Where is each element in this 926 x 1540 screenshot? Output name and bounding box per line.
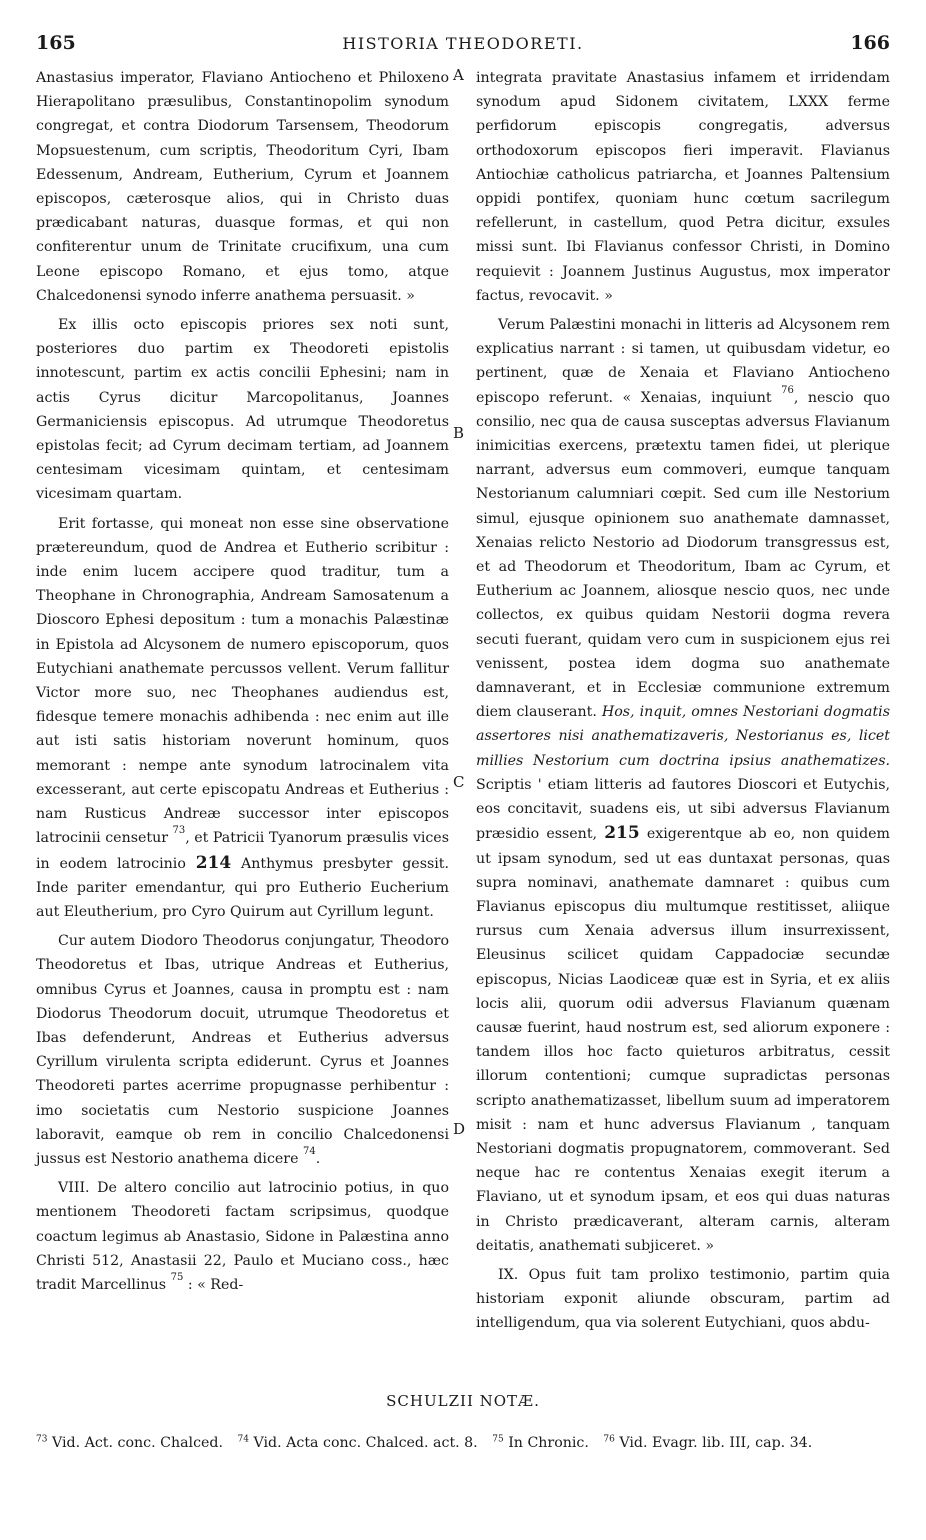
footnote xyxy=(492,1435,589,1451)
italic-quote: Hos, inquit, omnes Nestoriani dogmatis assertores nisi anathematizaveris, Nestorianus es, licet millies Nestorium cum doctrina ipsius anathematizes. xyxy=(476,704,890,769)
margin-letter-b: B xyxy=(453,424,465,442)
footnote-text: In Chronic. xyxy=(508,1434,589,1451)
paragraph xyxy=(36,1176,449,1297)
text-run: , et Patricii Tyanorum præsulis vices in eodem latrocinio xyxy=(36,830,449,872)
text-run: , nescio quo consilio, nec qua de causa susceptas adversus Flavianum inimicitias exercens, prætextu tamen fidei, ut plerique narrant, adversus eum commoveri, eumque tanquam Nestorianum calumniari cœpit. Sed cum ille Nestorium simul, ejusque opinionem suo anathemate damnasset, Xenaias relicto Nestorio ad Diodorum transgressus est, et ad Theodorum et Theodoritum, Ibam ac Cyrum, et Eutherium ac Joannem, aliosque nescio quos, nec unde collectos, ex quibus quidam Nestorii dogma revera secuti fuerant, quidam vero cum in suspicionem ejus rei venissent, postea idem dogma suo anathemate damnaverant, et in Ecclesiæ communione extremum diem clauserant. xyxy=(476,389,890,721)
footnote xyxy=(36,1435,223,1451)
footnote xyxy=(603,1435,812,1451)
margin-letter-a: A xyxy=(453,66,464,84)
edition-page-number: 215 xyxy=(604,823,640,844)
footnote-text: Vid. Evagr. lib. III, cap. 34. xyxy=(619,1434,813,1451)
footnote-number: 76 xyxy=(603,1434,615,1444)
right-column xyxy=(476,66,890,1341)
footnote-number: 74 xyxy=(237,1434,249,1444)
paragraph: Ex illis octo episcopis priores sex noti sunt, posteriores duo partim ex Theodoreti epistolis innotescunt, partim ex actis concilii Ephesini; nam in actis Cyrus dicitur Marcopolitanus, Joannes Germaniciensis episcopus. Ad utrumque Theodoretus epistolas fecit; ad Cyrum decimam tertiam, ad Joannem centesimam vicesimam quintam, et centesimam vicesimam quartam. xyxy=(36,317,449,503)
paragraph: Anastasius imperator, Flaviano Antiocheno et Philoxeno Hierapolitano præsulibus, Constantinopolim synodum congregat, et contra Diodorum Tarsensem, Theodorum Mopsuestenum, cum scriptis, Theodoritum Cyri, Ibam Edessenum, Andream, Eutherium, Cyrum et Joannem episcopos, cæterosque alios, qui in Christo duas prædicabant naturas, duasque formas, et qui non confiterentur unum de Trinitate crucifixum, una cum Leone episcopo Romano, et ejus tomo, atque Chalcedonensi synodo inferre anathema persuasit. » xyxy=(36,70,449,304)
footnote-ref: 74 xyxy=(302,1145,316,1157)
text-run: . xyxy=(315,1150,321,1167)
footnote-ref: 76 xyxy=(781,384,794,396)
paragraph xyxy=(476,313,890,1258)
footnote-ref: 73 xyxy=(172,825,186,837)
edition-page-number: 214 xyxy=(195,852,232,873)
footnote-number: 73 xyxy=(36,1434,48,1444)
page-number-left: 165 xyxy=(36,32,76,54)
footnote-number: 75 xyxy=(492,1434,504,1444)
text-run: Anthymus presbyter gessit. Inde pariter emendantur, qui pro Eutherio Eucherium aut Eleutherium, pro Cyro Quirum aut Cyrillum legunt. xyxy=(36,855,450,920)
running-title: HISTORIA THEODORETI. xyxy=(342,34,584,53)
paragraph: IX. Opus fuit tam prolixo testimonio, partim quia historiam exponit aliunde obscuram, partim ad intelligendum, qua via solerent Eutychiani, quos abdu- xyxy=(476,1266,890,1332)
page-number-right: 166 xyxy=(850,32,890,54)
text-run: Verum Palæstini monachi in litteris ad Alcysonem rem explicatius narrant : si tamen, ut quibusdam videtur, eo pertinent, quæ de Xenaia et Flaviano Antiocheno episcopo referunt. « Xenaias, inquiunt xyxy=(476,317,890,406)
text-run: exigerentque ab eo, non quidem ut ipsam synodum, sed ut eas duntaxat personas, quas supra nominavi, anathemate damnaret : quibus cum Flavianus episcopus diu multumque restitisset, aliique rursus cum Xenaia adversus illum insurrexissent, Eleusinus scilicet quidam Cappadociæ secundæ episcopus, Nicias Laodiceæ quæ est in Syria, et ex aliis locis alii, quorum odii adversus Flavianum quænam causæ fuerint, haud nostrum est, sed aliorum exponere : tandem illos hoc facto quieturos arbitratus, cessit illorum contentioni; cumque supradictas personas scripto anathematizasset, libellum suum ad imperatorem misit : nam et hunc adversus Flavianum , tanquam Nestoriani dogmatis propugnatorem, commoverant. Sed neque hac re contentus Xenaias exegit iterum a Flaviano, ut et synodum ipsam, et eos qui duas naturas in Christo prædicaverant, alteram carnis, alteram deitatis, anathemati subjiceret. » xyxy=(476,826,890,1254)
text-run: Cur autem Diodoro Theodorus conjungatur, Theodoro Theodoretus et Ibas, utrique Andreas et Eutherius, omnibus Cyrus et Joannes, causa in promptu est : nam Diodorus Theodorum docuit, utrumque Theodoretus et Ibas defenderunt, Andreas et Eutherius adversus Cyrillum virulenta scripta ediderunt. Cyrus et Joannes Theodoreti partes acerrime propugnasse perhibentur : imo societatis cum Nestorio suspicione Joannes laboravit, eamque ob rem in concilio Chalcedonensi jussus est Nestorio anathema dicere xyxy=(36,933,449,1167)
footnote-ref: 75 xyxy=(170,1271,184,1283)
notes-title: SCHULZII NOTÆ. xyxy=(386,1392,540,1410)
footnote xyxy=(238,1435,478,1451)
paragraph xyxy=(36,512,449,924)
margin-letter-c: C xyxy=(453,773,465,791)
text-run: : « Red- xyxy=(187,1276,244,1293)
margin-letter-d: D xyxy=(453,1120,466,1138)
paragraph: integrata pravitate Anastasius infamem et irridendam synodum apud Sidonem civitatem, LXXX ferme perfidorum episcopis congregatis, adversus orthodoxorum episcopos fieri imperavit. Flavianus Antiochiæ catholicus patriarcha, et Joannes Paltensium oppidi pontifex, quoniam hunc cœtum sacrilegum refellerunt, in castellum, quod Petra dicitur, exsules missi sunt. Ibi Flavianus confessor Christi, in Domino requievit : Joannem Justinus Augustus, mox imperator factus, revocavit. » xyxy=(476,70,890,304)
paragraph xyxy=(36,929,449,1171)
text-run: VIII. De altero concilio aut latrocinio potius, in quo mentionem Theodoreti factam scripsimus, quodque coactum legimus ab Anastasio, Sidone in Palæstina anno Christi 512, Anastasii 22, Paulo et Muciano coss., hæc tradit Marcellinus xyxy=(36,1180,449,1293)
text-run: Erit fortasse, qui moneat non esse sine observatione prætereundum, quod de Andrea et Eutherio scribitur : inde enim lucem accipere quod traditur, tum a Theophane in Chronographia, Andream Samosatenum a Dioscoro Ephesi depositum : tum a monachis Palæstinæ in Epistola ad Alcysonem de numero episcoporum, quos Eutychiani anathemate percussos vellent. Verum fallitur Victor more suo, nec Theophanes audiendus est, fidesque temere monachis adhibenda : nec enim aut ille aut isti satis historiam noverunt hominum, quos memorant : nempe ante synodum latrocinalem vita excesserant, aut certe episcopatu Andreas et Eutherius : nam Rusticus Andreæ successor inter episcopos latrocinii censetur xyxy=(36,515,449,847)
footnote-text: Vid. Acta conc. Chalced. act. 8. xyxy=(253,1434,478,1451)
page-header xyxy=(36,32,890,60)
footnotes xyxy=(36,1428,890,1454)
text-run: Scriptis ' etiam litteris ad fautores Dioscori et Eutychis, eos concitavit, suadens eis, ut sibi adversus Flavianum præsidio essent, xyxy=(476,776,890,843)
left-column xyxy=(36,66,449,1302)
footnote-text: Vid. Act. conc. Chalced. xyxy=(51,1434,224,1451)
